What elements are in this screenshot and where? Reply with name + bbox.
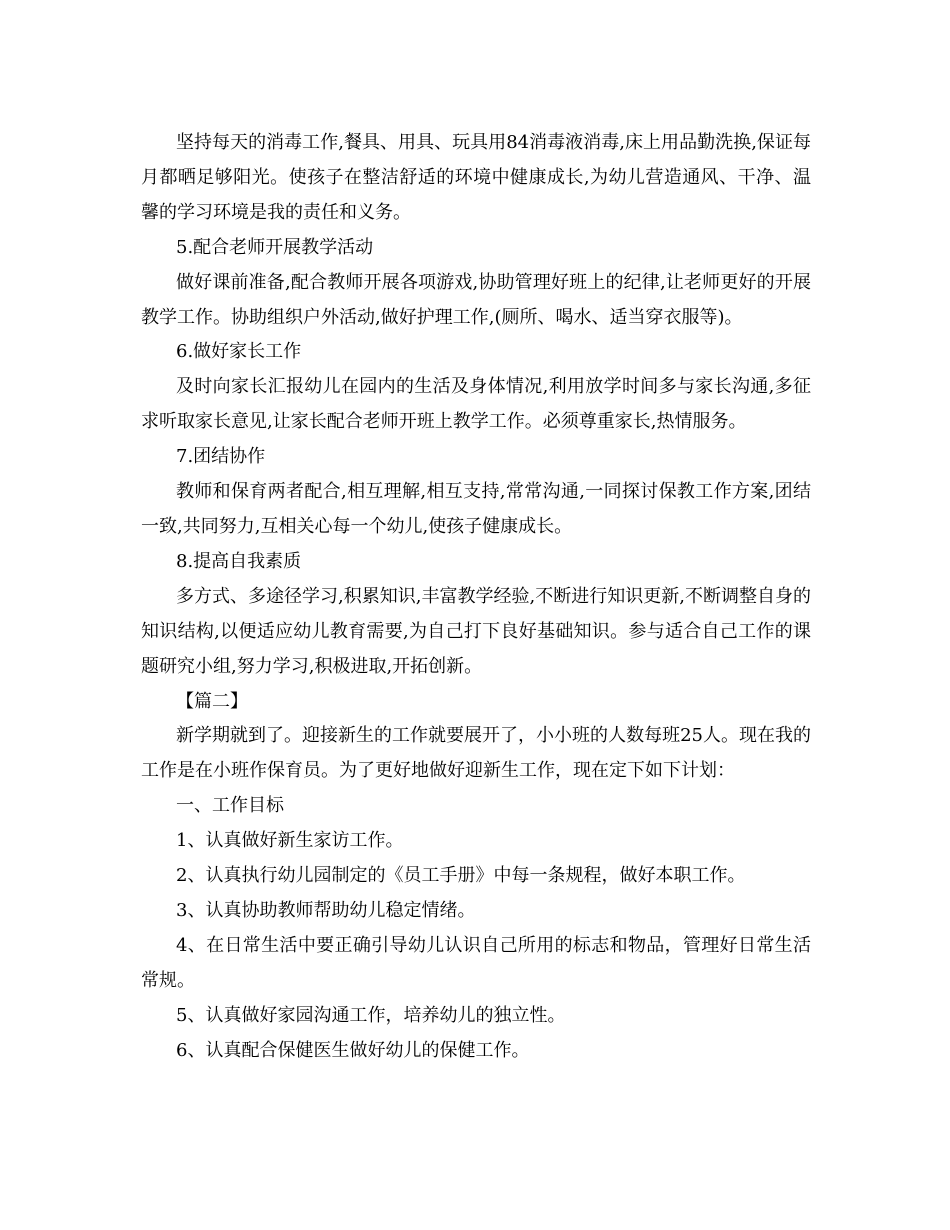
heading-work-goals: 一、工作目标 xyxy=(176,795,284,817)
paragraph-parent-work: 及时向家长汇报幼儿在园内的生活及身体情况,利用放学时间多与家长沟通,多征求听取家长意见,让家长配合老师开班上教学工作。必须尊重家长,热情服务。 xyxy=(141,376,811,433)
paragraph-teamwork: 教师和保育两者配合,相互理解,相互支持,常常沟通,一同探讨保教工作方案,团结一致,共同努力,互相关心每一个幼儿,使孩子健康成长。 xyxy=(141,481,811,537)
heading-teamwork: 7.团结协作 xyxy=(176,446,266,468)
heading-parent-work: 6.做好家长工作 xyxy=(176,341,302,363)
paragraph-self-improvement: 多方式、多途径学习,积累知识,丰富教学经验,不断进行知识更新,不断调整自身的知识结构,以便适应幼儿教育需要,为自己打下良好基础知识。参与适合自己工作的课题研究小组,努力学习,积极进取,开拓创新。 xyxy=(141,585,811,677)
list-item-goal-4: 4、在日常生活中要正确引导幼儿认识自己所用的标志和物品，管理好日常生活常规。 xyxy=(141,934,811,991)
paragraph-assist-teaching: 做好课前准备,配合教师开展各项游戏,协助管理好班上的纪律,让老师更好的开展教学工作。协助组织户外活动,做好护理工作,(厕所、喝水、适当穿衣服等)。 xyxy=(141,271,811,328)
list-item-goal-1: 1、认真做好新生家访工作。 xyxy=(176,830,404,852)
heading-assist-teaching: 5.配合老师开展教学活动 xyxy=(176,236,374,258)
list-item-goal-3: 3、认真协助教师帮助幼儿稳定情绪。 xyxy=(176,899,476,921)
document-body xyxy=(141,126,811,1068)
list-item-goal-6: 6、认真配合保健医生做好幼儿的保健工作。 xyxy=(176,1039,530,1061)
paragraph-disinfection: 坚持每天的消毒工作,餐具、用具、玩具用84消毒液消毒,床上用品勤洗换,保证每月都晒足够阳光。使孩子在整洁舒适的环境中健康成长,为幼儿营造通风、干净、温馨的学习环境是我的责任和义务。 xyxy=(141,132,811,223)
list-item-goal-5: 5、认真做好家园沟通工作，培养幼儿的独立性。 xyxy=(176,1004,566,1026)
list-item-goal-2: 2、认真执行幼儿园制定的《员工手册》中每一条规程，做好本职工作。 xyxy=(176,865,746,887)
heading-self-improvement: 8.提高自我素质 xyxy=(176,550,302,572)
paragraph-new-term-intro: 新学期就到了。迎接新生的工作就要展开了，小小班的人数每班25人。现在我的工作是在小班作保育员。为了更好地做好迎新生工作，现在定下如下计划： xyxy=(141,725,811,782)
section-heading-part-two: 【篇二】 xyxy=(176,690,248,712)
